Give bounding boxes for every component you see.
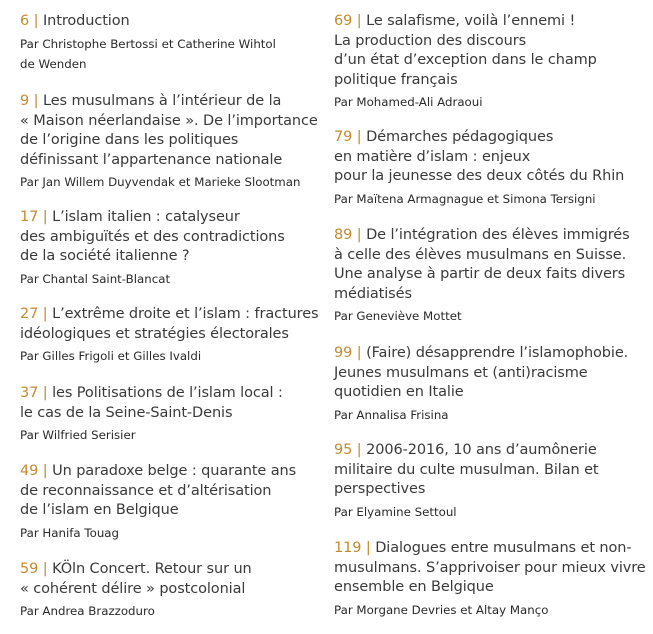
separator: | — [42, 385, 48, 401]
title-text: L’extrême droite et l’islam : fractures — [52, 306, 319, 322]
title-line: Une analyse à partir de deux faits divers — [334, 266, 626, 282]
author-line: Par Andrea Brazzoduro — [20, 604, 155, 618]
title-line: La production des discours — [334, 32, 527, 49]
title-line: des ambiguïtés et des contradictions — [20, 228, 285, 245]
separator: | — [356, 442, 362, 458]
page-number: 89 — [334, 227, 353, 243]
title-line — [20, 560, 330, 580]
page-number: 6 — [20, 13, 30, 29]
author-line: Par Gilles Frigoli et Gilles Ivaldi — [20, 349, 202, 363]
title-text: (Faire) désapprendre l’islamophobie. — [366, 345, 629, 361]
title-text: Démarches pédagogiques — [366, 129, 554, 145]
separator: | — [33, 93, 39, 109]
title-line — [334, 128, 644, 148]
entry-title — [334, 226, 644, 304]
author-line: Par Chantal Saint-Blancat — [20, 271, 171, 286]
toc-entry[interactable] — [20, 305, 330, 366]
separator: | — [42, 209, 48, 225]
title-line: de la société italienne ? — [20, 248, 190, 264]
page-number: 95 — [334, 442, 353, 458]
title-line — [334, 12, 644, 32]
toc-entry[interactable] — [20, 384, 330, 445]
title-line: ensemble en Belgique — [334, 579, 494, 595]
page-number: 69 — [334, 13, 353, 29]
toc-entry[interactable] — [20, 560, 330, 621]
separator: | — [42, 463, 48, 479]
title-line: à celle des élèves musulmans en Suisse. — [334, 246, 627, 263]
title-line — [20, 92, 330, 112]
separator: | — [356, 345, 362, 361]
toc-entry[interactable] — [20, 92, 330, 192]
author-line: Par Wilfried Serisier — [20, 428, 136, 442]
entry-title — [20, 305, 330, 344]
separator: | — [356, 227, 362, 243]
title-line: musulmans. S’apprivoiser pour mieux vivre — [334, 559, 646, 576]
separator: | — [42, 306, 48, 322]
title-text: Un paradoxe belge : quarante ans — [52, 463, 297, 479]
title-line — [20, 462, 330, 482]
author-line: Par Jan Willem Duyvendak et Marieke Slootman — [20, 175, 301, 189]
title-line — [334, 344, 644, 364]
author-line: Par Maïtena Armagnague et Simona Tersigni — [334, 191, 596, 206]
entry-author — [20, 523, 330, 543]
author-line: Par Annalisa Frisina — [334, 407, 449, 422]
title-line: le cas de la Seine-Saint-Denis — [20, 404, 233, 421]
toc-entry[interactable] — [334, 344, 644, 425]
author-line: Par Elyamine Settoul — [334, 504, 457, 519]
title-line: médiatisés — [334, 285, 412, 302]
toc-entry[interactable] — [20, 12, 330, 74]
title-text: les Politisations de l’islam local : — [52, 385, 283, 401]
title-line: « cohérent délire » postcolonial — [20, 580, 246, 597]
title-line — [20, 384, 330, 404]
entry-author — [334, 502, 644, 522]
title-line: « Maison néerlandaise ». De l’importance — [20, 112, 318, 129]
title-line: d’un état d’exception dans le champ — [334, 52, 597, 68]
page-number: 119 — [334, 540, 362, 556]
entry-author — [334, 92, 644, 112]
page-number: 79 — [334, 129, 353, 145]
page-number: 37 — [20, 385, 39, 401]
toc-entry[interactable] — [334, 128, 644, 209]
title-line: définissant l’appartenance nationale — [20, 151, 283, 168]
title-text: De l’intégration des élèves immigrés — [366, 227, 630, 243]
title-text: Dialogues entre musulmans et non- — [375, 540, 632, 556]
title-line: militaire du culte musulman. Bilan et — [334, 461, 599, 478]
page-number: 99 — [334, 345, 353, 361]
author-line: Par Geneviève Mottet — [334, 309, 462, 323]
title-line: en matière d’islam : enjeux — [334, 148, 531, 165]
entry-title — [20, 462, 330, 521]
entry-author — [334, 600, 644, 620]
title-line: quotidien en Italie — [334, 384, 464, 400]
entry-title — [20, 560, 330, 599]
author-line: Par Hanifa Touag — [20, 525, 120, 540]
toc-entry[interactable] — [20, 208, 330, 289]
toc-entry[interactable] — [334, 12, 644, 112]
entry-author — [20, 172, 330, 192]
author-line: de Wenden — [20, 56, 87, 71]
title-line — [20, 305, 330, 325]
title-line — [334, 226, 644, 246]
title-line: politique français — [334, 71, 458, 88]
entry-author — [334, 189, 644, 209]
toc-entry[interactable] — [20, 462, 330, 543]
page-number: 9 — [20, 93, 30, 109]
title-line: perspectives — [334, 481, 426, 497]
title-text: Les musulmans à l’intérieur de la — [42, 93, 282, 109]
title-text: KÖln Concert. Retour sur un — [52, 561, 252, 577]
toc-entry[interactable] — [334, 441, 644, 522]
title-line — [334, 441, 644, 461]
entry-author — [20, 346, 330, 366]
entry-author — [20, 425, 330, 445]
entry-title — [334, 12, 644, 90]
entry-title — [334, 539, 644, 598]
separator: | — [33, 13, 39, 29]
entry-title — [334, 344, 644, 403]
toc-entry[interactable] — [334, 226, 644, 326]
title-line: pour la jeunesse des deux côtés du Rhin — [334, 168, 625, 184]
title-text: Le salafisme, voilà l’ennemi ! — [366, 13, 576, 29]
title-line — [20, 208, 330, 228]
page-number: 49 — [20, 463, 39, 479]
entry-title — [20, 92, 330, 170]
entry-author — [334, 405, 644, 425]
author-line: Par Mohamed-Ali Adraoui — [334, 95, 483, 109]
entry-title — [20, 208, 330, 267]
separator: | — [42, 561, 48, 577]
page-number: 17 — [20, 209, 39, 225]
title-line: Jeunes musulmans et (anti)racisme — [334, 364, 588, 381]
entry-author — [334, 306, 644, 326]
title-text: L’islam italien : catalyseur — [52, 209, 240, 225]
title-line: de reconnaissance et d’altérisation — [20, 482, 272, 499]
entry-title — [334, 441, 644, 500]
entry-title — [334, 128, 644, 187]
title-line: idéologiques et stratégies électorales — [20, 325, 289, 342]
entry-author — [20, 269, 330, 289]
separator: | — [365, 540, 371, 556]
title-line: de l’origine dans les politiques — [20, 132, 239, 148]
entry-title — [20, 12, 330, 32]
title-line — [334, 539, 644, 559]
author-line: Par Morgane Devries et Altay Manço — [334, 602, 549, 617]
title-line: de l’islam en Belgique — [20, 502, 179, 518]
entry-title — [20, 384, 330, 423]
title-line — [20, 12, 330, 32]
entry-author — [20, 34, 330, 74]
entry-author — [20, 601, 330, 621]
separator: | — [356, 129, 362, 145]
author-line: Par Christophe Bertossi et Catherine Wihtol — [20, 36, 276, 51]
title-text: Introduction — [42, 13, 130, 29]
separator: | — [356, 13, 362, 29]
page-number: 59 — [20, 561, 39, 577]
title-text: 2006-2016, 10 ans d’aumônerie — [366, 442, 597, 458]
page-number: 27 — [20, 306, 39, 322]
toc-entry[interactable] — [334, 539, 644, 620]
